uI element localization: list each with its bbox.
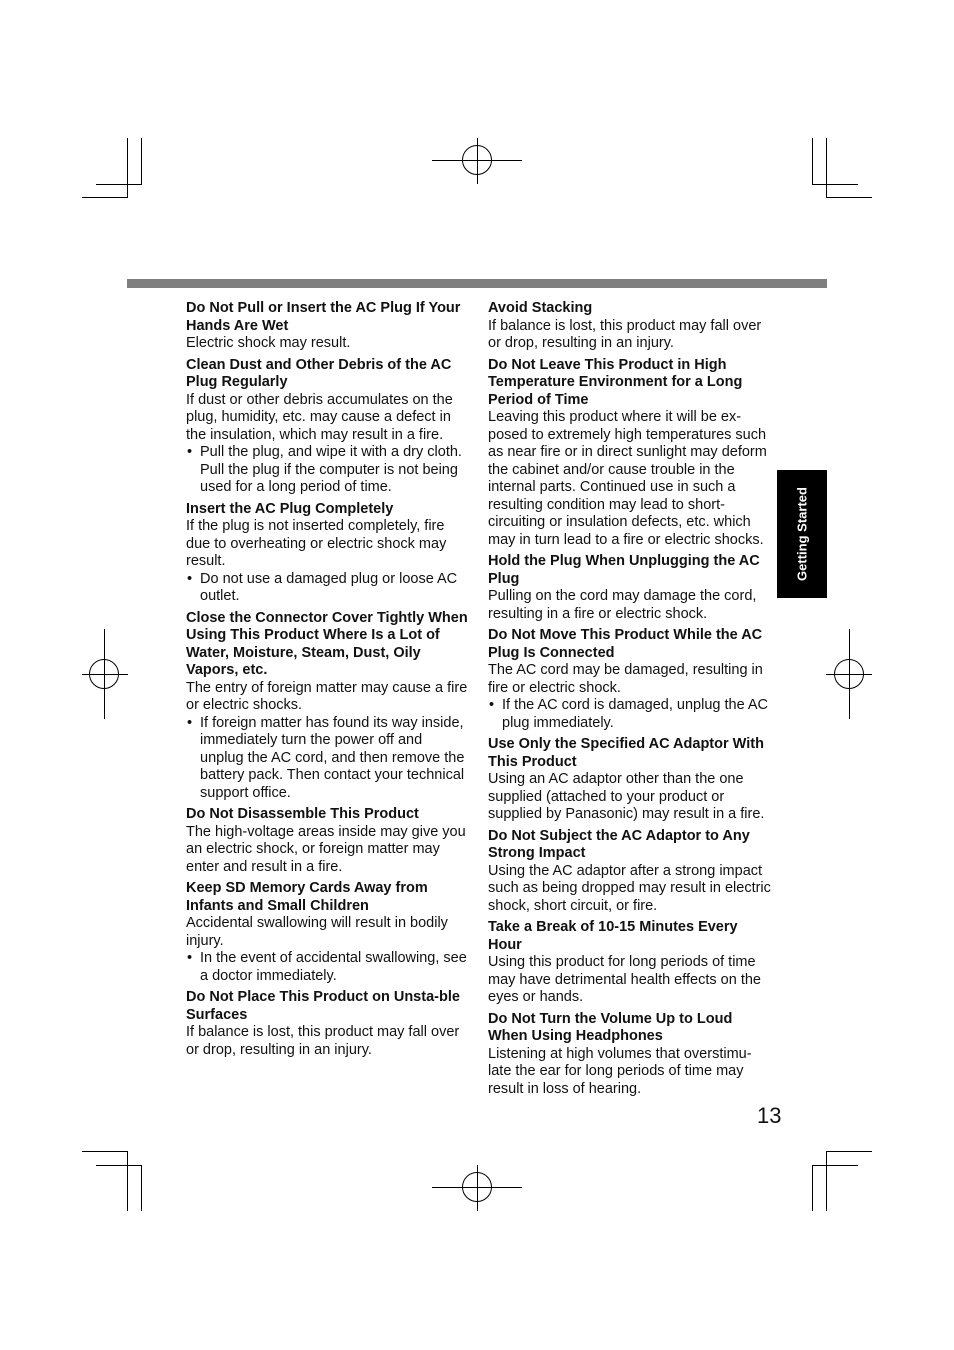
safety-section	[488, 357, 773, 550]
section-body: Using an AC adaptor other than the one supplied (attached to your product or supplied by Panasonic) may result in a fire.	[488, 771, 765, 822]
safety-section	[488, 627, 773, 732]
safety-section	[488, 553, 773, 623]
bullet-item: • If the AC cord is damaged, unplug the AC plug immediately.	[488, 697, 773, 732]
section-title: Insert the AC Plug Completely	[186, 500, 394, 517]
section-body: The entry of foreign matter may cause a fire or electric shocks.	[186, 679, 468, 713]
safety-section	[488, 919, 773, 1007]
bullet-list	[186, 444, 469, 497]
section-body: Using this product for long periods of time may have detrimental health effects on the eyes or hands.	[488, 954, 761, 1005]
header-bar	[127, 279, 827, 288]
safety-section	[186, 300, 469, 353]
safety-section	[186, 989, 469, 1059]
section-title: Take a Break of 10-15 Minutes Every Hour	[488, 919, 738, 953]
safety-section	[186, 357, 469, 497]
section-title: Do Not Disassemble This Product	[186, 806, 419, 822]
section-title: Do Not Move This Product While the AC Plug Is Connected	[488, 627, 763, 661]
section-body: If balance is lost, this product may fall over or drop, resulting in an injury.	[186, 1024, 460, 1058]
section-title: Do Not Leave This Product in High Temperature Environment for a Long Period of Time	[488, 356, 743, 408]
bullet-item: • Do not use a damaged plug or loose AC outlet.	[186, 571, 469, 606]
section-title: Keep SD Memory Cards Away from Infants and Small Children	[186, 880, 428, 914]
section-title: Hold the Plug When Unplugging the AC Plug	[488, 553, 760, 587]
section-title: Do Not Place This Product on Unsta-ble Surfaces	[186, 989, 460, 1023]
section-body: If dust or other debris accumulates on the plug, humidity, etc. may cause a defect in the insulation, which may result in a fire.	[186, 391, 453, 443]
bullet-item: • If foreign matter has found its way inside, immediately turn the power off and unplug the AC cord, and then remove the battery pack. Then contact your technical support office.	[186, 715, 469, 803]
section-body: Using the AC adaptor after a strong impact such as being dropped may result in electric shock, short circuit, or fire.	[488, 862, 771, 914]
section-body: If balance is lost, this product may fall over or drop, resulting in an injury.	[488, 317, 762, 351]
section-body: The AC cord may be damaged, resulting in fire or electric shock.	[488, 662, 763, 696]
section-body: Leaving this product where it will be ex-posed to extremely high temperatures such as near fire or in direct sunlight may deform the cabinet and/or cause trouble in the internal parts. Continued use in such a resulting condition may lead to short-circuiting or insulation defects, etc. which may in turn lead to a fire or electric shocks.	[488, 409, 767, 548]
safety-section	[186, 880, 469, 985]
bullet-list	[186, 950, 469, 985]
safety-section	[488, 828, 773, 916]
right-column	[488, 300, 773, 1102]
section-body: The high-voltage areas inside may give you an electric shock, or foreign matter may enter and result in a fire.	[186, 823, 466, 875]
section-title: Use Only the Specified AC Adaptor With This Product	[488, 736, 764, 770]
section-body: Pulling on the cord may damage the cord, resulting in a fire or electric shock.	[488, 588, 757, 622]
section-body: Accidental swallowing will result in bodily injury.	[186, 915, 448, 949]
section-title: Do Not Subject the AC Adaptor to Any Strong Impact	[488, 827, 750, 861]
section-title: Clean Dust and Other Debris of the AC Plug Regularly	[186, 356, 452, 390]
section-title: Close the Connector Cover Tightly When Using This Product Where Is a Lot of Water, Moisture, Steam, Dust, Oily Vapors, etc.	[186, 609, 468, 678]
page-number: 13	[757, 1103, 782, 1128]
section-body: Electric shock may result.	[186, 335, 351, 351]
safety-section	[488, 1011, 773, 1099]
safety-section	[186, 610, 469, 803]
bullet-list	[186, 715, 469, 803]
safety-section	[488, 736, 773, 824]
left-column	[186, 300, 469, 1063]
section-title: Avoid Stacking	[488, 300, 593, 316]
side-tab-label: Getting Started	[794, 487, 810, 581]
bullet-list	[488, 697, 773, 732]
bullet-item: • In the event of accidental swallowing, see a doctor immediately.	[186, 950, 469, 985]
section-body: If the plug is not inserted completely, fire due to overheating or electric shock may result.	[186, 518, 447, 569]
bullet-item: • Pull the plug, and wipe it with a dry cloth. Pull the plug if the computer is not being used for a long period of time.	[186, 444, 469, 497]
section-title: Do Not Pull or Insert the AC Plug If Your Hands Are Wet	[186, 300, 461, 334]
safety-section	[186, 806, 469, 876]
section-body: Listening at high volumes that overstimu-late the ear for long periods of time may result in loss of hearing.	[488, 1045, 752, 1097]
side-tab	[777, 470, 827, 598]
bullet-list	[186, 571, 469, 606]
safety-section	[186, 501, 469, 606]
safety-section	[488, 300, 773, 353]
section-title: Do Not Turn the Volume Up to Loud When Using Headphones	[488, 1010, 733, 1044]
